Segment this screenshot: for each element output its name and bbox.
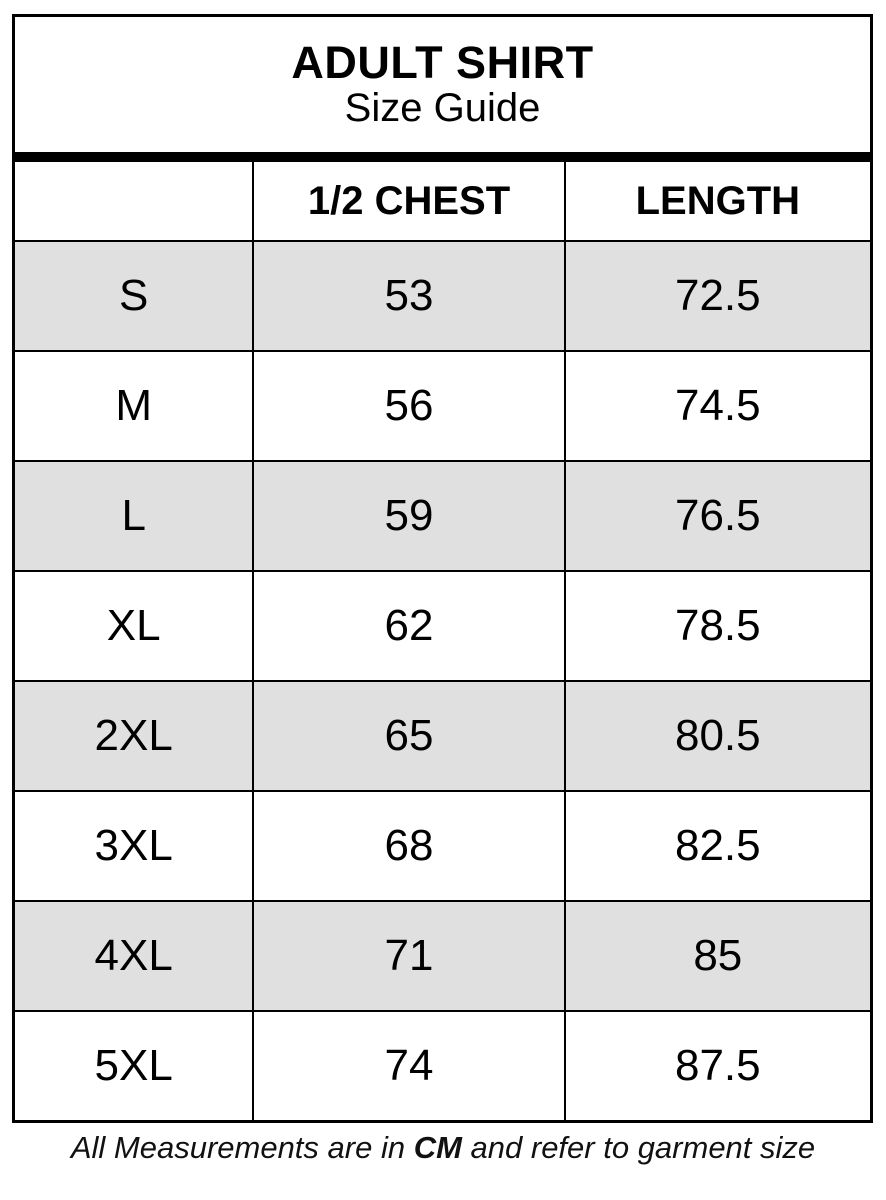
footer-text-before: All Measurements are in [70,1130,414,1165]
title-divider [15,152,870,162]
footer-note [0,1130,886,1166]
table-body [15,240,870,1120]
size-guide-table [12,14,873,1123]
length-cell: 76.5 [566,460,870,570]
page-title: ADULT SHIRT [291,36,594,88]
length-cell: 74.5 [566,350,870,460]
length-cell: 85 [566,900,870,1010]
half-chest-cell: 65 [254,680,565,790]
header-cell-length: LENGTH [566,162,870,240]
length-cell: 80.5 [566,680,870,790]
table-row [15,240,870,350]
half-chest-cell: 71 [254,900,565,1010]
header-cell-size [15,162,254,240]
length-cell: 87.5 [566,1010,870,1120]
table-row [15,1010,870,1120]
half-chest-cell: 74 [254,1010,565,1120]
size-cell: M [15,350,254,460]
header-cell-half-chest: 1/2 CHEST [254,162,565,240]
table-row [15,350,870,460]
table-row [15,790,870,900]
table-row [15,570,870,680]
half-chest-cell: 56 [254,350,565,460]
size-cell: 4XL [15,900,254,1010]
table-title-block [15,17,870,152]
footer-text-after: and refer to garment size [461,1130,816,1165]
half-chest-cell: 53 [254,240,565,350]
length-cell: 78.5 [566,570,870,680]
size-cell: 3XL [15,790,254,900]
half-chest-cell: 59 [254,460,565,570]
length-cell: 72.5 [566,240,870,350]
footer-unit: CM [413,1130,462,1165]
table-row [15,460,870,570]
half-chest-cell: 68 [254,790,565,900]
half-chest-cell: 62 [254,570,565,680]
size-cell: 5XL [15,1010,254,1120]
size-cell: XL [15,570,254,680]
page-subtitle: Size Guide [344,86,541,131]
table-header-row [15,162,870,240]
table-row [15,900,870,1010]
table-row [15,680,870,790]
size-cell: S [15,240,254,350]
size-cell: 2XL [15,680,254,790]
size-cell: L [15,460,254,570]
length-cell: 82.5 [566,790,870,900]
